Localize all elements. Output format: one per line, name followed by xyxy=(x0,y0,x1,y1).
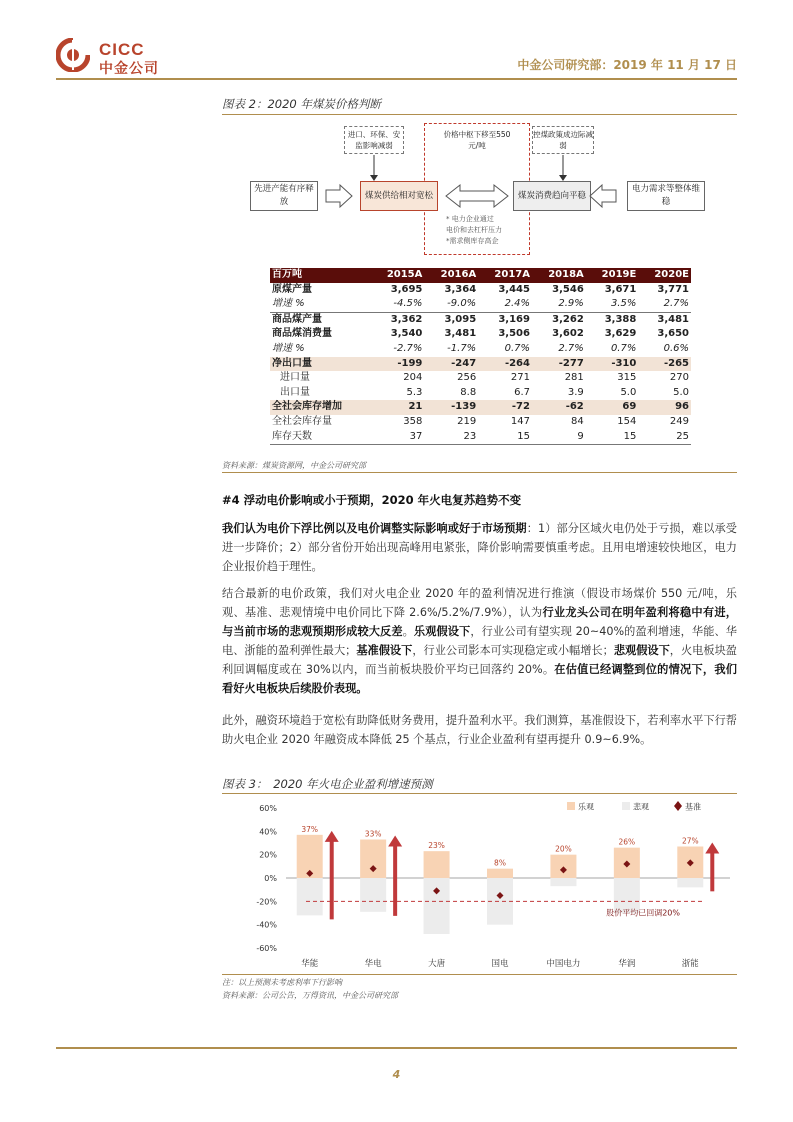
y-tick-label: 0% xyxy=(264,874,277,883)
table-cell: 154 xyxy=(617,415,637,427)
logo-text-cn: 中金公司 xyxy=(99,61,159,77)
table-cell: 3,445 xyxy=(498,283,530,295)
table-cell: -139 xyxy=(424,400,478,415)
legend-label: 乐观 xyxy=(578,802,594,812)
y-tick-label: -60% xyxy=(256,944,277,953)
logo-text-en: CICC xyxy=(99,40,145,59)
bar-pessimistic xyxy=(297,878,323,915)
table-cell: 3,629 xyxy=(604,328,637,340)
x-tick-label: 中国电力 xyxy=(546,959,581,969)
table-cell: 5.0 xyxy=(620,386,637,398)
table-cell: -72 xyxy=(478,400,532,415)
figure3-source: 资料来源：公司公告，万得资讯，中金公司研究部 xyxy=(222,991,398,1000)
table-row xyxy=(270,297,691,312)
table-row xyxy=(270,371,691,386)
up-arrow-head xyxy=(388,836,402,847)
data-label: 23% xyxy=(428,841,445,851)
figure2-note-2: 电价和去杠杆压力 xyxy=(446,226,502,234)
table-cell: 69 xyxy=(586,400,639,415)
table-cell: 3,388 xyxy=(586,312,639,327)
para1-text: ：1）部分区域火电仍处于亏损，难以承受进一步降价；2）部分省份开始出现高峰用电紧张，降价影响需要慎重考虑。且用电增速较快地区，电力企业报价趋于理性。 xyxy=(222,522,737,573)
table-cell: 147 xyxy=(510,415,530,427)
paragraph-3: 此外，融资环境趋于宽松有助降低财务费用，提升盈利水平。我们测算，基准假设下，若利率水平下行帮助火电企业 2020 年融资成本降低 25 个基点，行业企业盈利有望再提升 0.9~6.9%。 xyxy=(222,714,737,746)
table-cell: 219 xyxy=(457,415,477,427)
table-row xyxy=(270,342,691,357)
table-cell: 3,095 xyxy=(424,312,478,327)
table-cell: 3,771 xyxy=(657,283,689,295)
row-label: 增速 % xyxy=(272,298,305,310)
x-tick-label: 华润 xyxy=(618,959,636,969)
table-cell: -62 xyxy=(532,400,586,415)
y-tick-label: -40% xyxy=(256,920,277,930)
data-label: 27% xyxy=(681,836,699,846)
data-label: 37% xyxy=(301,824,319,834)
table-row xyxy=(270,268,691,283)
row-label: 商品煤产量 xyxy=(270,312,371,327)
box-capacity: 先进产能有序释放 xyxy=(250,181,318,211)
row-label: 增速 % xyxy=(272,342,305,354)
table-cell: -1.7% xyxy=(447,342,477,354)
para2-bold-4: 悲观假设下 xyxy=(613,644,670,657)
para2-text-5: ，火电板块盈利回调幅度或在 30%以内，而当前板块股价平均已回落约 20%。 xyxy=(222,644,737,676)
data-label: 20% xyxy=(555,844,572,854)
figure2-note-1: * 电力企业通过 xyxy=(446,215,494,223)
row-label: 库存天数 xyxy=(270,430,371,445)
figure2-note-3: *需求侧库存高企 xyxy=(446,237,499,245)
table-cell: 271 xyxy=(510,372,530,384)
bar-pessimistic xyxy=(424,878,450,934)
table-cell: 3,169 xyxy=(478,312,532,327)
table-source-rule xyxy=(222,472,737,473)
table-cell: 204 xyxy=(403,372,423,384)
table-cell: 15 xyxy=(478,430,532,445)
table-cell: 270 xyxy=(669,372,689,384)
table-row xyxy=(270,327,691,342)
table-cell: 3,481 xyxy=(638,312,691,327)
table-cell: 96 xyxy=(638,400,691,415)
table-row xyxy=(270,386,691,401)
row-label: 全社会库存量 xyxy=(272,415,332,427)
row-label: 出口量 xyxy=(280,386,310,398)
table-row xyxy=(270,312,691,327)
para2-bold-5: 在估值已经调整到位的情况下，我们看好火电板块后续股价表现。 xyxy=(222,663,737,695)
figure2-title: 图表 2：2020 年煤炭价格判断 xyxy=(222,97,381,111)
table-cell: 3,364 xyxy=(444,283,477,295)
table-cell: -264 xyxy=(478,357,532,372)
table-row xyxy=(270,400,691,415)
table-cell: 0.6% xyxy=(663,342,689,354)
table-cell: 25 xyxy=(638,430,691,445)
profit-growth-chart xyxy=(222,796,737,972)
table-cell: -277 xyxy=(532,357,586,372)
table-cell: -199 xyxy=(371,357,425,372)
table-cell: 3,262 xyxy=(532,312,586,327)
para2-text-1: 结合最新的电价政策，我们对火电企业 2020 年的盈利情况进行推演（假设市场煤价 550 元/吨，乐观、基准、悲观情境中电价同比下降 2.6%/5.2%/7.9%），认为 xyxy=(222,587,737,619)
row-label: 原煤产量 xyxy=(272,283,312,295)
y-tick-label: -20% xyxy=(256,897,277,907)
box-import: 进口、环保、安监影响减弱 xyxy=(344,126,404,154)
table-cell: 2.7% xyxy=(558,342,584,354)
table-cell: -247 xyxy=(424,357,478,372)
figure3-bottom-rule xyxy=(222,974,737,975)
table-cell: 2.9% xyxy=(558,298,584,310)
paragraph-1 xyxy=(222,519,737,576)
table-cell: 256 xyxy=(457,372,477,384)
table-cell: 8.8 xyxy=(460,386,477,398)
table-cell: 358 xyxy=(403,415,423,427)
bar-optimistic xyxy=(360,840,386,879)
data-label: 26% xyxy=(618,837,636,847)
table-cell: 3,481 xyxy=(444,328,477,340)
row-label: 百万吨 xyxy=(270,268,371,283)
box-price-center: 价格中枢下移至550元/吨 xyxy=(443,130,511,150)
page-number: 4 xyxy=(392,1068,401,1081)
footer-rule xyxy=(56,1047,737,1049)
figure2-arrows xyxy=(0,0,793,260)
table-cell: 315 xyxy=(617,372,637,384)
table-cell: 3,602 xyxy=(552,328,584,340)
table-cell: 0.7% xyxy=(610,342,637,354)
table-cell: 37 xyxy=(371,430,425,445)
up-arrow-head xyxy=(325,831,339,842)
table-cell: 9 xyxy=(532,430,586,445)
row-label: 净出口量 xyxy=(270,357,371,372)
table-row xyxy=(270,283,691,298)
table-row xyxy=(270,430,691,445)
para2-text-4: ，行业公司影本可实现稳定或小幅增长； xyxy=(412,644,614,657)
box-consumption: 煤炭消费趋向平稳 xyxy=(513,181,591,211)
table-cell: 15 xyxy=(586,430,639,445)
y-tick-label: 40% xyxy=(259,827,277,837)
coal-balance-table xyxy=(270,268,691,445)
table-cell: 2019E xyxy=(586,268,639,283)
table-cell: 84 xyxy=(571,415,584,427)
table-cell: 3,546 xyxy=(552,283,584,295)
para2-text-3: ，行业公司有望实现 20~40%的盈利增速，华能、华电、浙能的盈利弹性最大； xyxy=(222,625,737,657)
x-tick-label: 华电 xyxy=(364,959,382,969)
table-cell: -310 xyxy=(586,357,639,372)
table-cell: 0.7% xyxy=(504,342,530,354)
table-cell: 2018A xyxy=(532,268,586,283)
legend-swatch xyxy=(567,802,575,810)
para1-bold: 我们认为电价下浮比例以及电价调整实际影响或好于市场预期 xyxy=(222,522,527,535)
reference-line-label: 股价平均已回调20% xyxy=(606,908,680,918)
table-cell: -4.5% xyxy=(393,298,423,310)
row-label: 全社会库存增加 xyxy=(270,400,371,415)
x-tick-label: 华能 xyxy=(301,959,319,969)
bar-pessimistic xyxy=(550,878,576,886)
figure3-note: 注：以上预测未考虑利率下行影响 xyxy=(222,978,342,987)
row-label: 商品煤消费量 xyxy=(272,328,332,340)
bar-pessimistic xyxy=(360,878,386,912)
table-cell: 3,671 xyxy=(604,283,637,295)
legend-swatch xyxy=(674,801,682,811)
table-cell: 3,650 xyxy=(657,328,689,340)
table-source: 资料来源：煤炭资源网，中金公司研究部 xyxy=(222,461,366,470)
table-cell: 5.0 xyxy=(673,386,689,398)
table-cell: 2020E xyxy=(638,268,691,283)
data-label: 33% xyxy=(364,829,382,839)
data-label: 8% xyxy=(494,858,506,868)
section-heading: #4 浮动电价影响或小于预期，2020 年火电复苏趋势不变 xyxy=(222,493,522,507)
table-cell: 6.7 xyxy=(514,386,530,398)
table-cell: 21 xyxy=(371,400,425,415)
x-tick-label: 浙能 xyxy=(681,959,699,969)
bar-optimistic xyxy=(487,869,513,878)
para2-bold-1: 行业龙头公司在明年盈利将稳中有进，与当前市场的悲观预期形成较大反差 xyxy=(222,606,737,638)
y-tick-label: 60% xyxy=(259,804,277,813)
box-supply: 煤炭供给相对宽松 xyxy=(360,181,438,211)
x-tick-label: 国电 xyxy=(491,959,509,969)
header-date: 中金公司研究部：2019 年 11 月 17 日 xyxy=(517,58,737,72)
table-cell: 3,540 xyxy=(390,328,423,340)
x-tick-label: 大唐 xyxy=(428,959,446,969)
table-cell: 23 xyxy=(424,430,478,445)
table-cell: 249 xyxy=(669,415,689,427)
table-cell: 2.4% xyxy=(504,298,530,310)
para2-bold-2: 乐观假设下 xyxy=(413,625,471,638)
y-tick-label: 20% xyxy=(259,850,277,860)
row-label: 进口量 xyxy=(280,372,310,384)
table-cell: 2.7% xyxy=(663,298,689,310)
table-cell: 3,506 xyxy=(498,328,530,340)
table-cell: 2016A xyxy=(424,268,478,283)
table-cell: 2017A xyxy=(478,268,532,283)
table-cell: -265 xyxy=(638,357,691,372)
box-policy: 控煤政策成边际减弱 xyxy=(532,126,594,154)
legend-label: 悲观 xyxy=(633,802,649,812)
legend-label: 基准 xyxy=(685,802,701,812)
table-row xyxy=(270,415,691,430)
box-demand: 电力需求等整体维稳 xyxy=(627,181,705,211)
bar-optimistic xyxy=(424,851,450,878)
legend-swatch xyxy=(622,802,630,810)
table-cell: 281 xyxy=(564,372,584,384)
table-cell: 3.5% xyxy=(610,298,637,310)
figure3-rule xyxy=(222,793,737,794)
table-cell: 5.3 xyxy=(406,386,423,398)
para2-bold-3: 基准假设下 xyxy=(356,644,413,657)
table-row xyxy=(270,357,691,372)
figure3-title: 图表 3： 2020 年火电企业盈利增速预测 xyxy=(222,777,433,791)
table-cell: -9.0% xyxy=(447,298,477,310)
table-cell: 3.9 xyxy=(567,386,584,398)
table-cell: 3,362 xyxy=(371,312,425,327)
paragraph-2 xyxy=(222,584,737,698)
table-cell: -2.7% xyxy=(393,342,423,354)
table-cell: 2015A xyxy=(371,268,425,283)
up-arrow-head xyxy=(705,843,719,854)
bar-pessimistic xyxy=(677,878,703,887)
para2-text-2: 。 xyxy=(402,625,414,638)
table-cell: 3,695 xyxy=(390,283,423,295)
